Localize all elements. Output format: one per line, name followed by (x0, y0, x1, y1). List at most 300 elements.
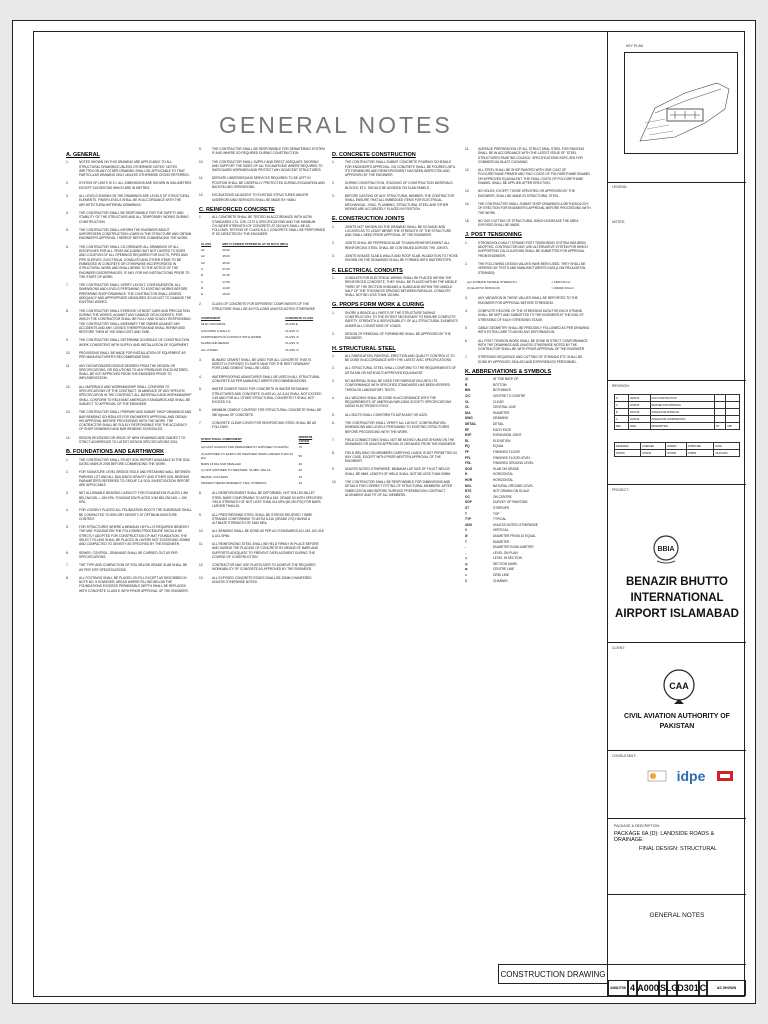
construction-drawing-label: CONSTRUCTION DRAWING (498, 964, 608, 984)
note-number: 13. (66, 410, 71, 415)
table-header: MIN CYLINDER STRENGTH AT 28 DAYS (MPa) (222, 241, 288, 246)
table-cell: (a) ULTIMATE TENSILE STRENGTH (467, 279, 517, 284)
section-heading: J. POST TENSIONING (465, 232, 522, 239)
abbreviation-meaning: SLAB ON GRADE (493, 466, 520, 471)
project-label: PROJECT: (612, 488, 629, 492)
bbia-logo (653, 535, 679, 565)
revision-cell (726, 402, 740, 409)
abbreviation-key: EXP (465, 433, 472, 438)
notes-table (199, 434, 325, 487)
table-cell: PRIMARY REINFORCEMENT, TIES, STIRRUPS (201, 481, 267, 486)
note-item (332, 241, 458, 250)
note-item (66, 364, 192, 381)
table-cell: COLUMNS & WALLS (201, 328, 230, 333)
revision-row (615, 423, 740, 430)
sign-cell: NTDPM (615, 450, 641, 457)
note-item (66, 283, 192, 304)
abbreviation-key: - (465, 545, 467, 550)
note-number: 1. (332, 160, 335, 165)
note-item (199, 563, 325, 572)
note-text: CABLE GEOMETRY SHALL BE PRECISELY FOLLOWED AS PER DRAWING WITH EXTRA CARE TO AVOID ANY DEFORMATION. (478, 325, 590, 335)
abbreviation-meaning: DIAMETER (493, 539, 510, 544)
note-text: EXCAVATIONS ADJACENT TO EXISTING STRUCTURES AND/OR UNDERGROUND SERVICES SHALL BE MADE BY HAND. (212, 193, 309, 202)
sign-cell: APPROVED (686, 443, 714, 450)
sign-cell: CHECKED (641, 443, 666, 450)
table-cell: D (201, 285, 204, 290)
note-item (66, 211, 192, 224)
note-number: 6. (199, 408, 202, 413)
abbreviation-key: CL (465, 405, 470, 410)
abbreviation-meaning: LEVEL ON PLAN (493, 550, 518, 555)
note-number: 9. (199, 512, 202, 517)
revision-cell: DATE (628, 423, 650, 430)
table-cell: 21.00 (222, 273, 230, 278)
table-cell: 10.00 (222, 292, 230, 297)
note-item (465, 189, 591, 198)
note-item (332, 438, 458, 447)
note-number: 2. (332, 331, 335, 336)
table-cell: CLASS E (285, 322, 298, 327)
note-text: THE CONTRACTOR SHALL DETERMINE SCHEDULE OF CONSTRUCTION WORK CONSISTENT WITH SUPPLY AND INSTALLATION OF EQUIPMENT. (79, 338, 190, 347)
note-text: MINIMUM CEMENT CONTENT FOR STRUCTURAL CONCRETE SHALL BE 350 Kg/cum OF CONCRETE. (212, 408, 322, 417)
note-number: 1. (332, 224, 335, 229)
caa-logo (660, 668, 698, 708)
note-number: 8. (199, 491, 202, 496)
sign-cell: NTDPM (666, 450, 686, 457)
table-cell: SLABS AND BEAMS (201, 341, 230, 346)
note-item (465, 241, 591, 258)
note-text: FOR LOOSELY PLACED ALL FOUNDATION ROOTS THE SUBGRADE SHALL BE COMPACTED TO 95% DRY DENSITY AT OPTIMUM MOISTURE CONTENT. (79, 508, 192, 521)
abbreviation-key: HOR (465, 477, 473, 482)
abbreviation-meaning: ON CENTRE (493, 494, 512, 499)
note-number: 11. (465, 147, 470, 151)
abbreviation-key: EL (465, 438, 470, 443)
note-text: JOINTS SHALL BE PERPENDICULAR TO MAIN REINFORCEMENT. ALL REINFORCING STEEL SHALL BE CONTINUED ACROSS THE JOINTS. (345, 241, 450, 250)
note-number: 1. (332, 275, 335, 280)
note-item (66, 181, 192, 190)
abbreviation-row (465, 579, 591, 585)
note-item (66, 576, 192, 593)
revision-table (614, 394, 740, 430)
note-item (199, 160, 325, 173)
note-number: 6. (332, 421, 335, 426)
notes-label: NOTES: (612, 220, 626, 224)
revision-row (615, 395, 740, 402)
note-text: NET ALLOWABLE BEARING CAPACITY FOR FOUNDATION PLACED 1.5M BELOW NGL = 150 KPA. FOUNDATION PLACED 3.0M BELOW NGL = 190 KPA. (79, 491, 188, 504)
note-text: ALL WELDING SHALL BE DONE IN ACCORDANCE WITH THE REQUIREMENTS OF AMERICAN WELDING SOCIETY SPECIFICATIONS USING ELECTRODES E70XX. (345, 395, 452, 409)
revision-cell: ISSUED FOR COORDINATION (650, 416, 715, 423)
note-text: BEFORE CASTING OF ANY STRUCTURAL MEMBER, THE CONTRACTOR SHALL ENSURE THAT ALL EMBEDDED ITEMS FOR ELECTRICAL, MECHANICAL, HVAC, PLUMBING, STRUCTURAL STEEL AND OTHER WORKS ARE ACCURATELY PLACED IN POSITION. (345, 194, 455, 211)
note-item (66, 458, 192, 467)
table-cell: 75 (298, 445, 302, 450)
note-number: 2. (332, 181, 335, 186)
note-number: 1. (332, 353, 335, 358)
table-cell: 40.00 (222, 248, 230, 253)
note-number: 7. (66, 563, 69, 568)
abbreviation-key: SOG (465, 466, 473, 471)
abbreviation-key: = (465, 573, 467, 578)
revision-cell (726, 416, 740, 423)
note-item (199, 147, 325, 156)
note-text: ALL MATERIALS AND WORKMANSHIP SHALL CONFORM TO SPECIFICATIONS OF THE CONTRACT. IN ABSENCE OF ANY SPECIFIC SPECIFICATION IN THE CONTRACT, ALL MATERIALS AND WORKMANSHIP SHALL CONFORM TO RELEVANT AMERICAN STANDARDS AND SHALL BE SUBJECT TO APPROVAL OF THE ENGINEER. (79, 384, 192, 406)
note-number: 9. (332, 467, 335, 472)
note-item (199, 529, 325, 538)
notes-area (34, 32, 608, 996)
note-item (199, 513, 325, 526)
note-text: WATER CEMENT RATIO FOR CONCRETE IN WATER RETAINING STRUCTURES AND CONCRETE CLASS A1, A2 & A3 SHALL NOT EXCEED 0.45 AND FOR ALL OTHER STRUCTURAL CONCRETE IT SHALL NOT EXCEED 0.5. (212, 387, 322, 405)
note-number: 2. (332, 241, 335, 246)
key-plan-label: KEY PLAN (626, 44, 644, 48)
note-number: 8. (66, 308, 69, 313)
note-item (332, 160, 458, 177)
abbreviation-meaning: VERTICAL (493, 528, 509, 533)
note-item (332, 254, 458, 263)
note-item (66, 563, 192, 572)
note-number: 12. (199, 563, 204, 568)
revision-cell: 20/08/15 (628, 402, 650, 409)
note-item (332, 225, 458, 238)
note-item (66, 551, 192, 560)
note-text: ALL BENDING SHALL BE DONE AS PER ACI STANDARDS ACI-315, ACI-318 & ACI-SP66. (212, 529, 324, 538)
note-text: DESIGN OF REMOVAL OF FORMWORK SHALL BE APPROVED BY THE ENGINEER. (345, 331, 451, 341)
note-text: ALL POST-TENSION WORK SHALL BE DONE IN STRICT CONFORMANCE WITH THE DRAWINGS AND UNLESS OTHERWISE NOTED BY THE CONTRACTOR SHALL BE WITH PRIOR APPROVAL OF THE ENGINEER. (478, 338, 588, 352)
note-item (199, 215, 325, 236)
note-number: 1. (332, 310, 335, 315)
section-heading: H. STRUCTURAL STEEL (332, 345, 396, 352)
client-name: CIVIL AVIATION AUTHORITY OF PAKISTAN (624, 713, 730, 730)
note-text: DESIGN REVISIONS OR ISSUE OF NEW DRAWINGS ARE SUBJECT TO STRICT ADHERENCE TO LATEST DESIGN SPECIFICATIONS 2001. (79, 435, 186, 445)
note-item (199, 302, 325, 311)
note-item (66, 491, 192, 504)
partner-logo (647, 769, 667, 783)
abbreviation-key: FGL (465, 461, 472, 466)
note-text: SHORE & BRACE ALL PARTS OF THE STRUCTURE DURING CONSTRUCTION, TO THE EXTENT NECESSARY TO ENSURE COMPLETE SAFETY, STRENGTH & SERVICEABILITY OF ALL STRUCTURAL ELEMENTS UNDER ALL CONDITIONS OF LOADS. (345, 310, 458, 328)
revision-cell: FOR CONSTRUCTION (650, 395, 715, 402)
table-cell: ALL OTHER (201, 347, 218, 352)
note-text: BLINDED CEMENT SHALL BE USED FOR ALL CONCRETE THAT IS DIRECTLY EXPOSED TO EARTH AND FOR THE REST ORDINARY PORTLAND CEMENT SHALL BE USED. (212, 357, 312, 371)
section-heading: A. GENERAL (66, 152, 100, 158)
note-number: 7. (66, 283, 69, 288)
sign-cell: DATE (714, 443, 740, 450)
note-number: 1. (66, 160, 69, 165)
note-text: ALL REINFORCING STEEL SHALL BE HELD FIRMLY IN PLACE BEFORE AND DURING THE PLACING OF CONCRETE BY MEANS OF BARS AND SUPPORTS ADEQUATE TO PREVENT DISPLACEMENT DURING THE COURSE OF CONSTRUCTION. (212, 542, 319, 559)
note-number: 6. (465, 338, 468, 343)
client-label: CLIENT: (612, 646, 626, 650)
table-cell: (c) NOT EXPOSED TO WEATHER: SLABS, WALLS (201, 468, 271, 473)
table-cell: CLASS 'A' (285, 328, 300, 333)
note-item (465, 339, 591, 352)
note-number: 8. (66, 575, 69, 580)
notes-table (465, 279, 591, 292)
abbreviation-meaning: GRID LINE (493, 573, 509, 578)
abbreviation-meaning: NOT DRAWN ON SCALE (493, 489, 530, 494)
note-number: 14. (465, 201, 470, 206)
revision-cell (715, 409, 726, 416)
note-item (332, 396, 458, 409)
revision-row (615, 416, 740, 423)
note-text: ALL STRUCTURAL STEEL SHALL CONFORM TO THE REQUIREMENTS OF ASTM A36 OR ASTM A572 APPROVED EQUIVALENT. (345, 366, 457, 375)
note-item (199, 408, 325, 417)
abbreviation-meaning: DIAMETER IN MILLIMETER (493, 545, 534, 550)
note-number: 6. (66, 550, 69, 555)
abbreviation-meaning: UNLESS NOTED OTHERWISE (493, 522, 538, 527)
revision-cell: C (615, 402, 629, 409)
sign-row (615, 450, 740, 457)
abbreviation-meaning: CENTRE TO CENTRE (493, 394, 526, 399)
note-item (465, 355, 591, 364)
note-number: 4. (66, 210, 69, 215)
revision-cell: APP (726, 423, 740, 430)
revision-cell: 25/09/15 (628, 395, 650, 402)
abbreviation-meaning: DRAWING (493, 416, 509, 421)
drawing-number-cell: 4 (628, 980, 637, 996)
revision-cell: REVISED FOR APPROVAL (650, 402, 715, 409)
note-number: 5. (465, 325, 468, 330)
note-item (332, 354, 458, 363)
table-cell: BARS 16 DIA AND SMALLER (201, 462, 241, 467)
note-text: THE CONTRACTOR SHALL SUBMIT SHOP DRAWINGS & METHODOLOGY OF ERECTION FOR ENGINEER'S APPROVAL BEFORE PROCEEDING WITH THE WORK. (478, 201, 591, 215)
abbreviation-key: DWG (465, 416, 473, 421)
note-number: 15. (465, 218, 470, 223)
note-item (199, 358, 325, 371)
drawing-number-cell: 4368JT08 (608, 980, 628, 996)
note-text: ALL CONCRETE SHALL BE TESTED IN ACCORDANCE WITH ASTM STANDARDS C31, C39, C172 & SPECIFICATIONS AND THE MINIMUM CYLINDER STRENGTH OF CONCRETE AT 28 DAYS SHALL BE AS FOLLOWS. TESTING OF CLASS B & C CONCRETE SHALL BE PERFORMED IF SO DIRECTED BY THE ENGINEER. (212, 215, 325, 237)
note-item (66, 338, 192, 347)
abbreviation-meaning: DETAIL (493, 422, 504, 427)
note-item (199, 375, 325, 384)
note-number: 1. (199, 215, 202, 220)
note-item (465, 147, 591, 164)
section-heading: B. FOUNDATIONS AND EARTHWORK (66, 449, 165, 456)
note-number: 10. (332, 480, 337, 485)
table-cell: 50 (298, 453, 302, 458)
revision-cell: 22/06/15 (628, 416, 650, 423)
table-row (199, 480, 325, 486)
note-text: THE CONTRACTOR SHALL CO-ORDINATE ALL DRAWINGS OF ALL DISCIPLINES FOR ALL ITEMS INCLUDING BUT NOT LIMITED TO SIZES AND LOCATION OF ALL OPENINGS REQUIRED FOR DUCTS, PIPES AND PIPE SLEEVES, ELECTRICAL CONDUITS AND OTHER ITEMS TO BE EMBEDDED IN CONCRETE OR OTHERWISE INCORPORATED IN STRUCTURAL WORK AND SHALL BRING TO THE NOTICE OF THE ENGINEER DISCREPANCIES, IF ANY, FOR HIS INSTRUCTIONS PRIOR TO THE START OF WORK. (79, 244, 190, 279)
note-item (199, 491, 325, 508)
note-item (66, 385, 192, 406)
note-text: ALL FOOTINGS SHALL BE PLACED ON FILL EXCEPT AS DESCRIBED IN NOTE NO. 5 HOWEVER, AREAS WHERE FILLING BELOW THE FOUNDATIONS EXCEEDS PERMISSIBLE DEPTH SHALL BE REPLACED WITH CONCRETE CLASS E WITH PRIOR APPROVAL OF THE ENGINEER. (79, 575, 189, 593)
abbreviation-key: NGL (465, 483, 472, 488)
table-header: COMPONENT (201, 316, 221, 321)
project-name: BENAZIR BHUTTO INTERNATIONAL AIRPORT ISLAMABAD (615, 576, 739, 620)
partner-logo-2 (715, 769, 735, 783)
note-text: SYSTEM OF UNITS IS S.I. ALL DIMENSIONS ARE SHOWN IN MILLIMETRES EXCEPT ELEVATIONS WHICH ARE IN METRES. (79, 181, 192, 190)
abbreviation-key: ◎ (465, 561, 468, 566)
notes-column-3 (332, 147, 458, 501)
sign-row (615, 443, 740, 450)
note-number: 2. (332, 366, 335, 371)
note-text: NOTES SHOWN ON THIS DRAWING ARE APPLICABLE TO ALL STRUCTURAL DRAWINGS UNLESS OTHERWISE NOTED. NOTES WRITTEN ON ANY OTHER DRAWING SHALL BE APPLICABLE TO THAT PARTICULAR DRAWING ONLY UNLESS OTHERWISE CROSS REFERRED. (79, 160, 190, 178)
note-number: 3. (66, 491, 69, 496)
abbreviation-key: C (465, 578, 468, 583)
drawing-number-cell: C (699, 980, 707, 996)
revision-cell (715, 402, 726, 409)
note-number: 1. (465, 240, 468, 245)
svg-text:BBIA: BBIA (657, 546, 675, 553)
note-text: THE CONTRACTOR SHALL PREPARE AND SUBMIT SHOP DRAWINGS AND BAR BENDING SCHEDULES FOR ENGINEER'S APPROVAL AND OBTAIN HIS APPROVAL BEFORE PROCEEDING WITH THE WORK. THE CONTRACTOR SHALL BE SOLELY RESPONSIBLE FOR THE ACCURACY OF SHOP DRAWINGS AND BAR BENDING SCHEDULES. (79, 410, 192, 432)
abbreviation-meaning: DIAMETER (493, 410, 510, 415)
abbreviation-key: V (465, 528, 468, 533)
abbreviation-meaning: CENTRAL LINE (493, 405, 516, 410)
table-cell: A1 (201, 248, 205, 253)
note-item (465, 262, 591, 275)
drawing-border (33, 31, 745, 997)
table-cell: (b) ELASTIC MODULUS (467, 286, 500, 291)
package-line-2: FINAL DESIGN: STRUCTURAL (638, 846, 718, 852)
abbreviation-meaning: BOTTOM (493, 382, 507, 387)
revision-row (615, 402, 740, 409)
note-text: ALL PRESTRESSING STEEL SHALL BE STRESS RELIEVED 7 WIRE STRANDS CONFORMING TO ASTM A 416 (GRADE 270) HAVING A ULTIMATE STRENGTH OF 1860 MPa. (212, 512, 313, 526)
note-item (66, 351, 192, 360)
note-number: 3. (332, 378, 335, 383)
note-text: NO MATERIAL SHALL BE USED FOR FABRICATION UNTIL ITS CONFORMANCE WITH SPECIFIED STANDARDS HAS BEEN VERIFIED THROUGH LABORATORY TESTS. (345, 378, 450, 392)
revision-cell: DESCRIPTION (650, 423, 715, 430)
sheet-title: GENERAL NOTES (649, 912, 705, 919)
abbreviation-key: NTS (465, 489, 472, 494)
note-text: CLASS OF CONCRETE FOR DIFFERENT COMPONENTS OF THE STRUCTURE SHALL BE AS FOLLOWS UNLESS NOTED OTHERWISE. (212, 302, 316, 311)
note-text: THE TYPE AND COMPACTION OF SOIL BELOW GRADE SLAB SHALL BE AS PER SITE SPECIFICATIONS. (79, 563, 188, 572)
note-item (465, 219, 591, 228)
note-number: 10. (199, 159, 204, 164)
table-header-row (199, 434, 325, 445)
consultant-label: CONSULTANT: (612, 754, 636, 758)
revision-cell: ISSUED FOR APPROVAL (650, 409, 715, 416)
table-cell: A2 (201, 254, 205, 259)
note-text: ALL EXPOSED CONCRETE EDGES SHALL BE 20MM CHAMFERED UNLESS OTHERWISE NOTED. (212, 575, 312, 585)
note-text: FOR SIGNATURE LEVEL BRIDGE ISOLE AND RETAINING WALL BETWEEN PARKING LOT AND ALL BUILDINGS GRAVITY AND OTHER SOIL BEARING PARAMETERS REFERRED TO GROUP 2 & SOIL INVESTIGATION REPORT ARE APPLICABLE. (79, 470, 191, 488)
note-number: 6. (66, 244, 69, 249)
note-item (199, 542, 325, 559)
note-text: THE CONTRACTOR SHALL SUPPLY AND ERECT ADEQUATE SHORING AND SUPPORT THE SIDES OF ALL EXCAVATIONS WHERE REQUIRED TO SAFEGUARD WORKMEN AND PROTECT ANY ADJACENT STRUCTURES. (212, 159, 323, 173)
drawing-number-cell: D301 (677, 980, 699, 996)
note-number: 13. (465, 189, 470, 194)
note-text: THE CONTRACTOR SHALL INFORM THE ENGINEER ABOUT UNFORESEEN CONSTRUCTION LOADS IN THE STRUCTURE AND OBTAIN ENGINEER'S APPROVAL THEREOF BEFORE COMMENCING THE WORK. (79, 227, 192, 241)
note-item (332, 366, 458, 375)
abbreviation-meaning: EXPANSION JOINT (493, 433, 522, 438)
abbreviation-meaning: EACH FACE (493, 427, 512, 432)
revision-cell (726, 409, 740, 416)
note-item (66, 470, 192, 487)
abbreviation-key: EQ (465, 444, 470, 449)
table-cell: E (201, 292, 204, 297)
notes-table (199, 241, 325, 298)
section-heading: F. ELECTRICAL CONDUITS (332, 267, 403, 274)
drawing-number-cell: A000 (637, 980, 659, 996)
abbreviation-meaning: AT THE RATE OF (493, 377, 519, 382)
note-number: 12. (199, 193, 204, 198)
table-cell: CLASS 'A' (285, 334, 300, 339)
note-item (332, 451, 458, 464)
note-number: 13. (199, 575, 204, 580)
note-text: DEFINITE UNDERGROUND SERVICES REQUIRED TO BE LEFT IN POSITION SHALL BE CAREFULLY PROTECTED DURING EXCAVATION AND BACKFILLING OPERATIONS. (212, 176, 325, 190)
note-item (66, 245, 192, 279)
abbreviation-key: ST (465, 505, 470, 510)
abbreviation-meaning: NATURAL GROUND LEVEL (493, 483, 534, 488)
abbreviation-meaning: FINISHED FLOOR (493, 450, 520, 454)
note-number: 3. (332, 194, 335, 199)
note-text: FOR STRUCTURES WHERE A MINIMUM 1M FILL IS REQUIRED BENEATH THE MAT FOUNDATION THE FOLLOWING PROCEDURE SHOULD BE STRICTLY ADOPTED FOR CONSTRUCTION OF MAT FOUNDATION. THE SELECT FILLING SHALL BE PLACED IN LAYERS NOT EXCEEDING 200MM AND COMPACTED TO DENSITY AS SPECIFIED BY THE ENGINEER. (79, 525, 190, 547)
drawing-number-cell: AS SHOWN (707, 980, 746, 996)
drawing-sheet (12, 20, 756, 1004)
abbreviation-meaning: LEVEL IN SECTION (493, 556, 522, 561)
table-header: CLASS (201, 241, 212, 246)
note-item (332, 311, 458, 328)
abbreviation-key: T (465, 511, 467, 516)
abbreviation-meaning: CENTRE LINE (493, 567, 515, 572)
abbreviation-key: UNO (465, 522, 473, 527)
revision-cell: 15/07/15 (628, 409, 650, 416)
note-item (465, 168, 591, 185)
note-text: THE CONTRACTOR SHALL EXERCISE UTMOST CARE AND PRECAUTION DURING THE WORKS, AGAINST ANY DAMAGE OR ACCIDENTS, FOR WHICH THE CONTRACTOR SHALL BE FULLY AND SOLELY RESPONSIBLE. THE CONTRACTOR SHALL INDEMNIFY THE OWNER AGAINST ANY ACCIDENTS AND ANY LOSSES THEREFROM AND SHALL REPAIR AND RESTORE THEM AT HIS OWN COST AND TIME. (79, 308, 192, 335)
note-number: 9. (66, 338, 69, 343)
note-item (465, 326, 591, 335)
note-text: JOINTS NOT SHOWN ON THE DRAWING SHALL BE SO MADE AND LOCATED AS TO LEAST IMPAIR THE STRENGTH OF THE STRUCTURE AND SHALL NEED PRIOR APPROVAL OF THE ENGINEER. (345, 224, 452, 238)
note-text: THE FOLLOWING DESIGN VALUES HAVE BEEN USED. THEY SHALL BE VERIFIED BY TESTS AND MANUFACTURER'S DATA (LOW RELAXATION STRANDS): (478, 261, 586, 275)
notes-column-2 (199, 147, 325, 588)
revision-label: REVISION: (612, 384, 630, 388)
table-cell: A3 (201, 260, 205, 265)
note-number: 12. (465, 168, 470, 173)
table-cell: C (201, 279, 204, 284)
table-cell: CLASS 'A' (285, 347, 300, 352)
note-text: SURFACE PREPARATION OF ALL STRUCTURAL STEEL FOR PAINTING SHALL BE IN ACCORDANCE WITH THE LATEST ISSUE OF 'STEEL STRUCTURES PAINTING COUNCIL' SPECIFICATIONS SSPC-SP6 FOR COMMERCIAL BLAST CLEANING. (478, 147, 585, 164)
abbreviation-key: FFL (465, 455, 471, 460)
table-header: MINIMUM COVER (298, 434, 313, 443)
note-item (465, 296, 591, 305)
table-header: CONCRETE CLASS (285, 316, 314, 321)
table-cell: (a) CAST AGAINST AND PERMANENTLY EXPOSED TO EARTH (201, 445, 289, 450)
abbreviation-key: T (465, 539, 467, 544)
note-text: CONTRACTOR MAY USE PLASTICIZER TO ACHIEVE THE REQUIRED WORKABILITY OF CONCRETE AS APPROVED BY THE ENGINEER. (212, 563, 316, 572)
consultant-logos (642, 766, 740, 786)
note-number: 5. (66, 227, 69, 232)
table-cell: 40 (298, 474, 302, 479)
note-item (66, 309, 192, 335)
note-number: 3. (332, 254, 335, 259)
note-item (66, 525, 192, 546)
note-item (66, 410, 192, 431)
note-number: 8. (332, 450, 335, 455)
table-row (199, 451, 325, 462)
abbreviation-meaning: HORIZONTAL (493, 472, 514, 477)
note-text: THE CONTRACTOR SHALL BE RESPONSIBLE FOR THE SAFETY AND STABILITY OF THE STRUCTURE AND ALL TEMPORARY WORKS DURING CONSTRUCTION. (79, 210, 189, 224)
note-number: 3. (465, 296, 468, 301)
table-cell: = 200000 N/mm² (551, 286, 574, 291)
table-cell: BEAMS, COLUMNS (201, 474, 229, 479)
drawing-number-cell: LG (667, 980, 677, 996)
note-number: 11. (66, 363, 71, 368)
note-text: THE CONTRACTOR SHALL SUBMIT CONCRETE POURING SCHEDULE FOR ENGINEER'S APPROVAL. NO CONCRETE SHALL BE POURED UNTIL ITS FORMWORK AND REINFORCEMENT HAS BEEN INSPECTED AND APPROVED BY THE ENGINEER. (345, 160, 456, 178)
package-line-1: PACKAGE 6A (D): LANDSIDE ROADS & DRAINAGE (614, 831, 715, 843)
notes-table (199, 315, 325, 353)
note-text: CONDUITS FOR ELECTRICAL WIRING SHALL BE PLACED WITHIN THE REINFORCED CONCRETE, THEY SHALL BE PLACED WITHIN THE MIDDLE THIRD OF THE SECTION IN BEAMS & SLABS AND WITHIN THE MIDDLE HALF OF THE THICKNESS SPACING BETWEEN PARALLEL CONDUITS SHALL NOT BE LESS THAN 100 MM. (345, 275, 457, 298)
note-text: PROVISIONS SHALL BE MADE FOR INSTALLATION OF EQUIPMENT AS PER MANUFACTURER'S RECOMMENDATIONS. (79, 350, 186, 360)
section-heading: G. PROPS FORM WORK & CURING (332, 302, 424, 309)
sign-off-table (614, 442, 740, 457)
note-number: 4. (465, 309, 468, 314)
table-cell: = 1860 N/mm² (551, 279, 571, 284)
note-number: 2. (66, 470, 69, 475)
note-number: 12. (66, 384, 71, 389)
note-number: 7. (332, 437, 335, 442)
abbreviation-key: OC (465, 494, 470, 499)
note-item (465, 309, 591, 322)
note-text: STRONGHOLD MULTI STRAND POST TENSIONING SYSTEM HAS BEEN ADOPTED. CONTRACTOR MAY USE ALTERNATIVE SYSTEM FOR WHICH SUPPORTING CALCULATIONS SHALL BE SUBMITTED FOR APPROVAL FROM ENGINEER. (478, 240, 588, 258)
table-cell: CLASS 'A' (285, 341, 300, 346)
note-number: 2. (465, 261, 468, 266)
abbreviation-meaning: BOTHWAYS (493, 388, 511, 393)
